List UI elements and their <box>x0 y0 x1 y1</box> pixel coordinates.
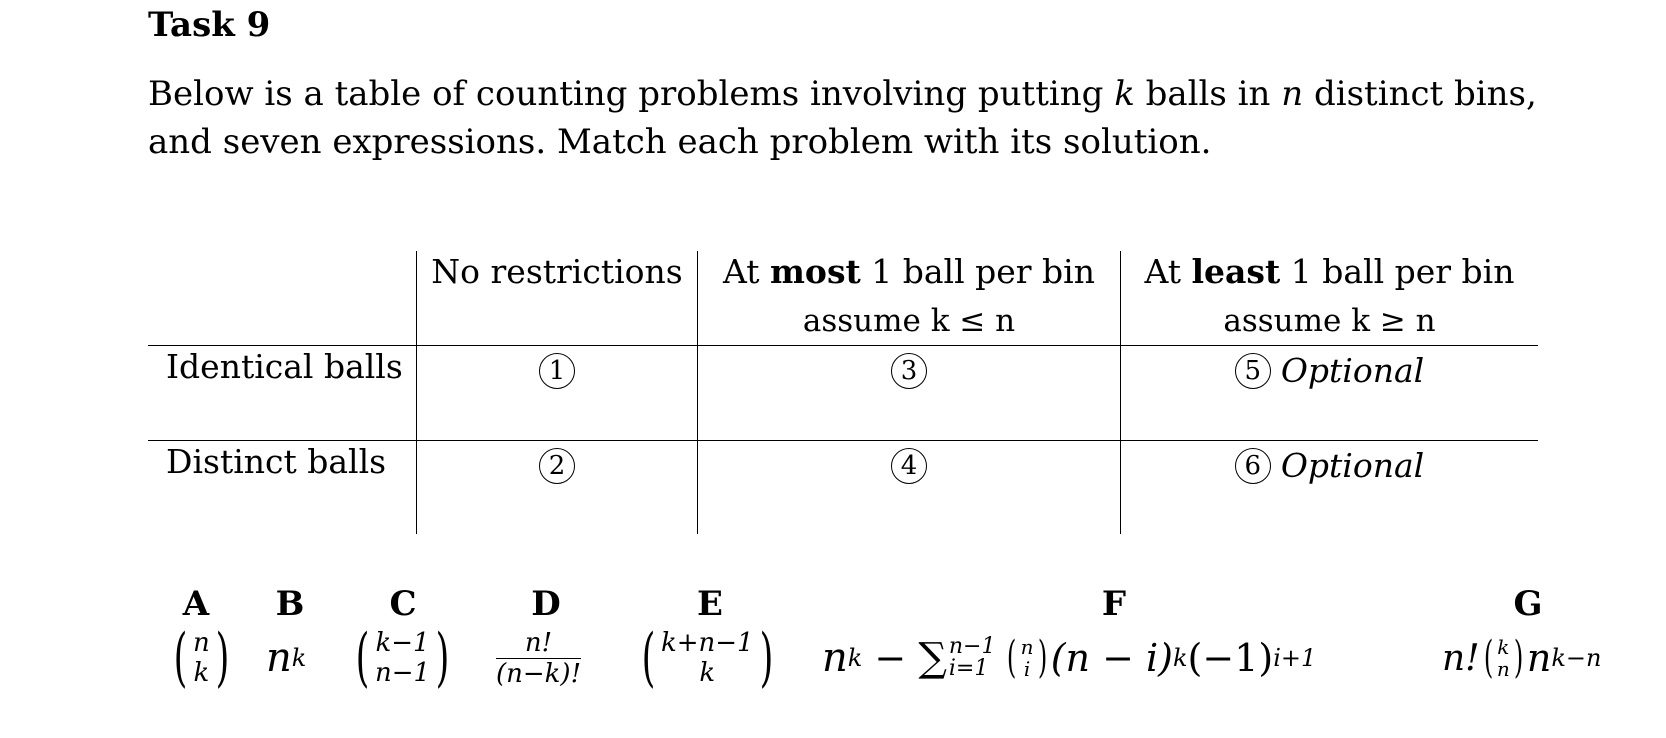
column-header-no-restrictions: No restrictions <box>431 252 683 291</box>
column-note-at-least: assume k ≥ n <box>1223 303 1436 339</box>
expression-b: n k <box>266 635 307 681</box>
expression-letter-a: A <box>182 584 210 624</box>
column-header-at-least: At least 1 ball per bin <box>1144 252 1515 291</box>
expression-letter-g: G <box>1513 584 1543 624</box>
task-instructions: Below is a table of counting problems involving putting k balls in n distinct bins, and seven expressions. Match each problem with its solution. <box>148 74 1537 162</box>
expression-letter-e: E <box>697 584 723 624</box>
problem-cell-1: 1 <box>417 346 697 392</box>
expression-d: $\frac{n!}{(n-k)!}$ <box>496 627 582 689</box>
expression-letter-b: B <box>275 584 305 624</box>
column-header-at-most: At most 1 ball per bin <box>723 252 1095 291</box>
expression-a: ( n k ) <box>173 621 230 695</box>
expression-letter-f: F <box>1101 584 1127 624</box>
expression-letter-c: C <box>389 584 417 624</box>
problem-cell-4: 4 <box>698 441 1120 487</box>
expression-letter-d: D <box>531 584 561 624</box>
row-header-identical-balls: Identical balls <box>166 347 403 386</box>
row-header-distinct-balls: Distinct balls <box>166 442 387 481</box>
problem-cell-6: 6 Optional <box>1121 441 1538 489</box>
expression-e: ( k+n−1 k ) <box>641 621 773 695</box>
task-title: Task 9 <box>148 5 271 45</box>
expression-g: n! ( k n ) n k−n <box>1442 632 1602 683</box>
expression-c: ( k−1 n−1 ) <box>355 621 450 695</box>
problem-cell-2: 2 <box>417 441 697 487</box>
expression-f: n k − ∑ n−1 i=1 ( n i ) (n − i) k (−1) i+1 <box>822 632 1317 683</box>
column-note-at-most: assume k ≤ n <box>802 303 1016 339</box>
problem-cell-5: 5 Optional <box>1121 346 1538 394</box>
problem-cell-3: 3 <box>698 346 1120 392</box>
